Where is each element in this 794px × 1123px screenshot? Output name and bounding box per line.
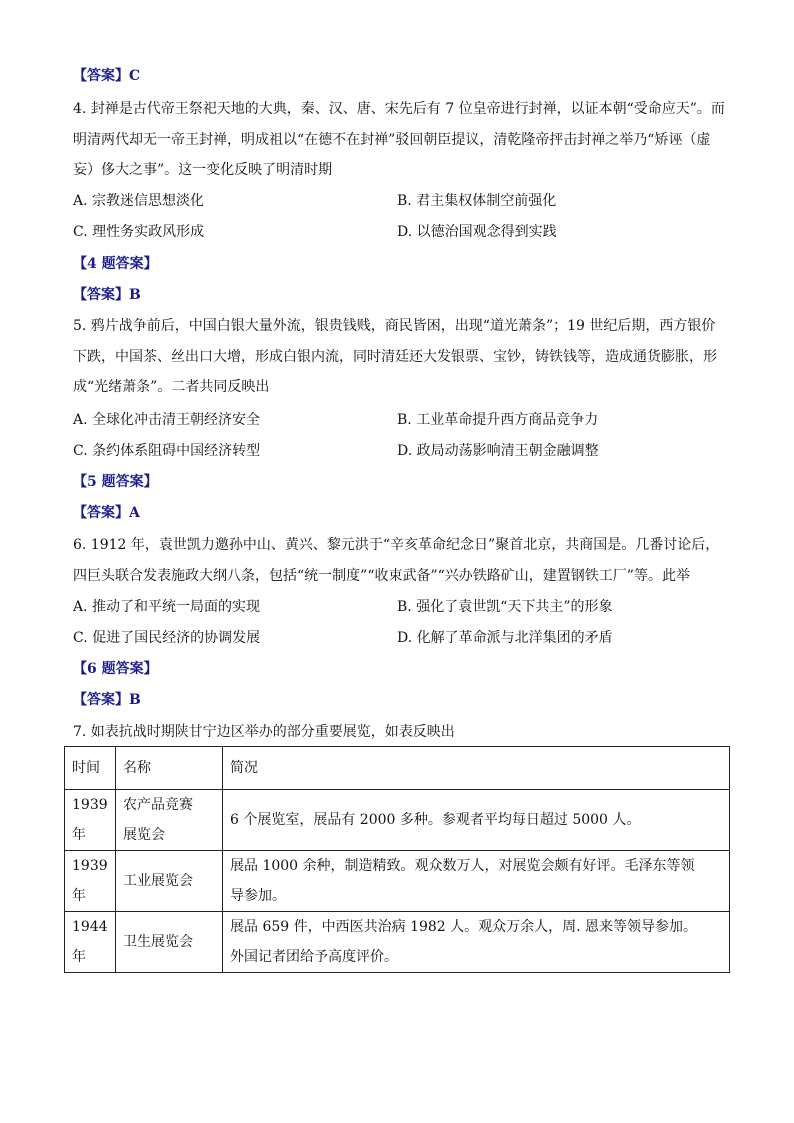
q5-stem-line-1: 5. 鸦片战争前后，中国白银大量外流，银贵钱贱，商民皆困，出现“道光萧条”；19 世纪后期，西方银价 <box>73 318 716 334</box>
q4-stem-line-3: 妄）侈大之事”。这一变化反映了明清时期 <box>73 162 333 178</box>
q6-stem-line-1: 6. 1912 年，袁世凯力邀孙中山、黄兴、黎元洪于“辛亥革命纪念日”聚首北京，共商国是。几番讨论后， <box>73 537 720 553</box>
row-summary-line: 导参加。 <box>230 888 286 904</box>
q4-stem-line-2: 明清两代却无一帝王封禅，明成祖以“在德不在封禅”驳回朝臣提议，清乾隆帝抨击封禅之举乃“矫诬（虚 <box>73 132 711 148</box>
row-summary-cell <box>223 851 730 912</box>
table-row <box>65 790 730 851</box>
table-row <box>65 912 730 973</box>
q5-option-c: C. 条约体系阻碍中国经济转型 <box>73 443 261 459</box>
row-summary-line: 展品 1000 余种，制造精致。观众数万人，对展览会颇有好评。毛泽东等领 <box>230 858 695 874</box>
q7-stem: 7. 如表抗战时期陕甘宁边区举办的部分重要展览，如表反映出 <box>73 724 455 740</box>
row-year-unit: 年 <box>72 888 86 904</box>
q5-option-b: B. 工业革命提升西方商品竞争力 <box>397 412 599 428</box>
header-summary: 简况 <box>223 747 730 790</box>
row-time-cell <box>65 851 116 912</box>
row-summary-cell <box>223 790 730 851</box>
q4-option-b: B. 君主集权体制空前强化 <box>397 193 557 209</box>
q5-option-d: D. 政局动荡影响清王朝金融调整 <box>397 443 599 459</box>
row-year-unit: 年 <box>72 827 86 843</box>
q6-option-d: D. 化解了革命派与北洋集团的矛盾 <box>397 630 613 646</box>
exhibition-table <box>64 746 730 973</box>
q3-answer: 【答案】C <box>73 68 141 84</box>
table-row <box>65 851 730 912</box>
q4-option-d: D. 以德治国观念得到实践 <box>397 224 557 240</box>
row-summary-cell <box>223 912 730 973</box>
q4-tag: 【4 题答案】 <box>73 256 158 272</box>
row-summary-line: 6 个展览室，展品有 2000 多种。参观者平均每日超过 5000 人。 <box>230 812 641 828</box>
q6-tag: 【6 题答案】 <box>73 661 158 677</box>
row-year-unit: 年 <box>72 949 86 965</box>
row-name-line: 农产品竞赛 <box>123 797 193 813</box>
row-year: 1939 <box>72 797 108 813</box>
row-name-line: 工业展览会 <box>123 873 193 889</box>
header-time: 时间 <box>65 747 116 790</box>
q6-option-a: A. 推动了和平统一局面的实现 <box>73 599 261 615</box>
q5-tag: 【5 题答案】 <box>73 474 158 490</box>
q4-option-c: C. 理性务实政风形成 <box>73 224 205 240</box>
header-name: 名称 <box>116 747 223 790</box>
row-year: 1944 <box>72 919 108 935</box>
row-name-cell <box>116 851 223 912</box>
row-summary-line: 展品 659 件，中西医共治病 1982 人。观众万余人，周. 恩来等领导参加。 <box>230 919 698 935</box>
q5-stem-line-3: 成“光绪萧条”。二者共同反映出 <box>73 379 270 395</box>
q6-option-c: C. 促进了国民经济的协调发展 <box>73 630 261 646</box>
q4-stem-line-1: 4. 封禅是古代帝王祭祀天地的大典，秦、汉、唐、宋先后有 7 位皇帝进行封禅，以证本朝“受命应天”。而 <box>73 101 725 117</box>
row-name-cell <box>116 912 223 973</box>
q6-option-b: B. 强化了袁世凯“天下共主”的形象 <box>397 599 613 615</box>
row-name-line: 卫生展览会 <box>123 934 193 950</box>
q5-stem-line-2: 下跌，中国茶、丝出口大增，形成白银内流，同时清廷还大发银票、宝钞，铸铁钱等，造成通货膨胀，形 <box>73 349 717 365</box>
q5-option-a: A. 全球化冲击清王朝经济安全 <box>73 412 261 428</box>
q6-stem-line-2: 四巨头联合发表施政大纲八条，包括“统一制度”“收束武备”“兴办铁路矿山，建置钢铁工厂”等。此举 <box>73 568 690 584</box>
q5-answer: 【答案】A <box>73 505 140 521</box>
q6-answer: 【答案】B <box>73 692 141 708</box>
row-time-cell <box>65 790 116 851</box>
row-year: 1939 <box>72 858 108 874</box>
q4-answer: 【答案】B <box>73 287 141 303</box>
q4-option-a: A. 宗教迷信思想淡化 <box>73 193 205 209</box>
row-time-cell <box>65 912 116 973</box>
row-name-cell <box>116 790 223 851</box>
row-summary-line: 外国记者团给予高度评价。 <box>230 949 398 965</box>
table-header-row <box>65 747 730 790</box>
row-name-line: 展览会 <box>123 827 165 843</box>
